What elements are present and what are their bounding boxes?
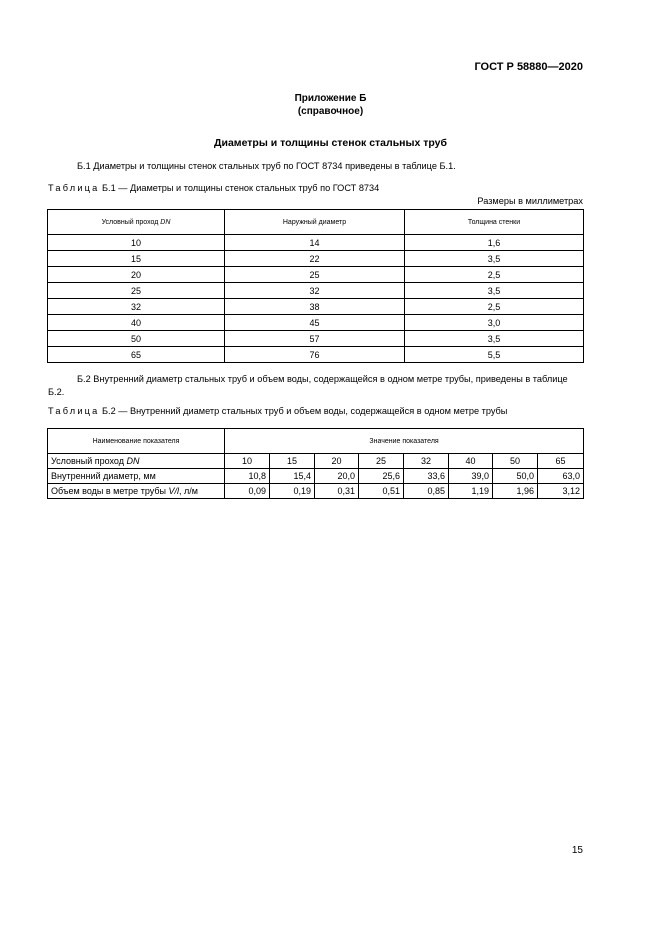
table-cell: 5,5 [405, 347, 584, 363]
table2 [47, 428, 584, 499]
table-cell: 1,19 [449, 484, 493, 499]
table-cell: 3,5 [405, 283, 584, 299]
table1-header-nominal-bore: Условный проход DN [48, 210, 225, 235]
appendix-subtitle: (справочное) [297, 106, 364, 117]
table-cell: 3,5 [405, 331, 584, 347]
table-row [48, 235, 584, 251]
table-cell: 0,09 [225, 484, 270, 499]
table-cell: 20 [315, 454, 359, 469]
table-cell: 10 [48, 235, 225, 251]
table1-caption-text: Б.1 — Диаметры и толщины стенок стальных труб по ГОСТ 8734 [102, 183, 380, 193]
table-row [48, 283, 584, 299]
table-row-label: Условный проход DN [48, 454, 225, 469]
table-cell: 2,5 [405, 267, 584, 283]
table-row [48, 454, 584, 469]
table-row [48, 484, 584, 499]
table-cell: 65 [538, 454, 584, 469]
table-cell: 2,5 [405, 299, 584, 315]
table-cell: 0,31 [315, 484, 359, 499]
table-cell: 25,6 [359, 469, 404, 484]
table2-header-name: Наименование показателя [48, 429, 225, 454]
table-cell: 0,51 [359, 484, 404, 499]
table-cell: 14 [225, 235, 405, 251]
table-cell: 33,6 [404, 469, 449, 484]
table-cell: 50 [493, 454, 538, 469]
table-cell: 50,0 [493, 469, 538, 484]
table-row [48, 469, 584, 484]
document-standard-number: ГОСТ Р 58880—2020 [474, 61, 583, 73]
table-cell: 20 [48, 267, 225, 283]
table-cell: 0,19 [270, 484, 315, 499]
table-row-label: Объем воды в метре трубы V/l, л/м [48, 484, 225, 499]
table-cell: 3,0 [405, 315, 584, 331]
table-cell: 10,8 [225, 469, 270, 484]
paragraph-b1: Б.1 Диаметры и толщины стенок стальных труб по ГОСТ 8734 приведены в таблице Б.1. [77, 161, 456, 171]
table-cell: 38 [225, 299, 405, 315]
table-cell: 25 [359, 454, 404, 469]
table-cell: 15 [48, 251, 225, 267]
appendix-heading [0, 92, 661, 118]
table-cell: 10 [225, 454, 270, 469]
table-row [48, 267, 584, 283]
section-title: Диаметры и толщины стенок стальных труб [214, 137, 447, 149]
table-cell: 39,0 [449, 469, 493, 484]
appendix-title: Приложение Б [294, 93, 367, 104]
table2-caption [48, 406, 507, 416]
table-row [48, 315, 584, 331]
table2-caption-text: Б.2 — Внутренний диаметр стальных труб и объем воды, содержащейся в одном метре трубы [102, 406, 508, 416]
table2-header-row [48, 429, 584, 454]
table-cell: 57 [225, 331, 405, 347]
table-row [48, 251, 584, 267]
table-cell: 1,96 [493, 484, 538, 499]
table-cell: 32 [48, 299, 225, 315]
page-number: 15 [571, 845, 583, 856]
table-cell: 3,5 [405, 251, 584, 267]
table-cell: 20,0 [315, 469, 359, 484]
table1-header-outer-diameter: Наружный диаметр [225, 210, 405, 235]
table1-units: Размеры в миллиметрах [477, 196, 583, 206]
table-row-label: Внутренний диаметр, мм [48, 469, 225, 484]
table-cell: 1,6 [405, 235, 584, 251]
table-cell: 65 [48, 347, 225, 363]
table1-caption [48, 183, 379, 193]
table-row [48, 331, 584, 347]
table-cell: 25 [225, 267, 405, 283]
table-row [48, 299, 584, 315]
table1 [47, 209, 584, 363]
table-cell: 22 [225, 251, 405, 267]
table1-caption-word: Таблица [48, 183, 100, 193]
table-cell: 15 [270, 454, 315, 469]
table-cell: 15,4 [270, 469, 315, 484]
table-cell: 32 [404, 454, 449, 469]
table-cell: 25 [48, 283, 225, 299]
table-cell: 0,85 [404, 484, 449, 499]
table-row [48, 347, 584, 363]
table2-caption-word: Таблица [48, 406, 100, 416]
table-cell: 76 [225, 347, 405, 363]
table1-header-row [48, 210, 584, 235]
table-cell: 40 [449, 454, 493, 469]
table-cell: 63,0 [538, 469, 584, 484]
table-cell: 50 [48, 331, 225, 347]
table-cell: 32 [225, 283, 405, 299]
table-cell: 45 [225, 315, 405, 331]
paragraph-b2: Б.2 Внутренний диаметр стальных труб и объем воды, содержащейся в одном метре трубы, приведены в таблице Б.2. [48, 374, 568, 397]
table-cell: 3,12 [538, 484, 584, 499]
table2-header-value: Значение показателя [225, 429, 584, 454]
table1-header-wall-thickness: Толщина стенки [405, 210, 584, 235]
table-cell: 40 [48, 315, 225, 331]
